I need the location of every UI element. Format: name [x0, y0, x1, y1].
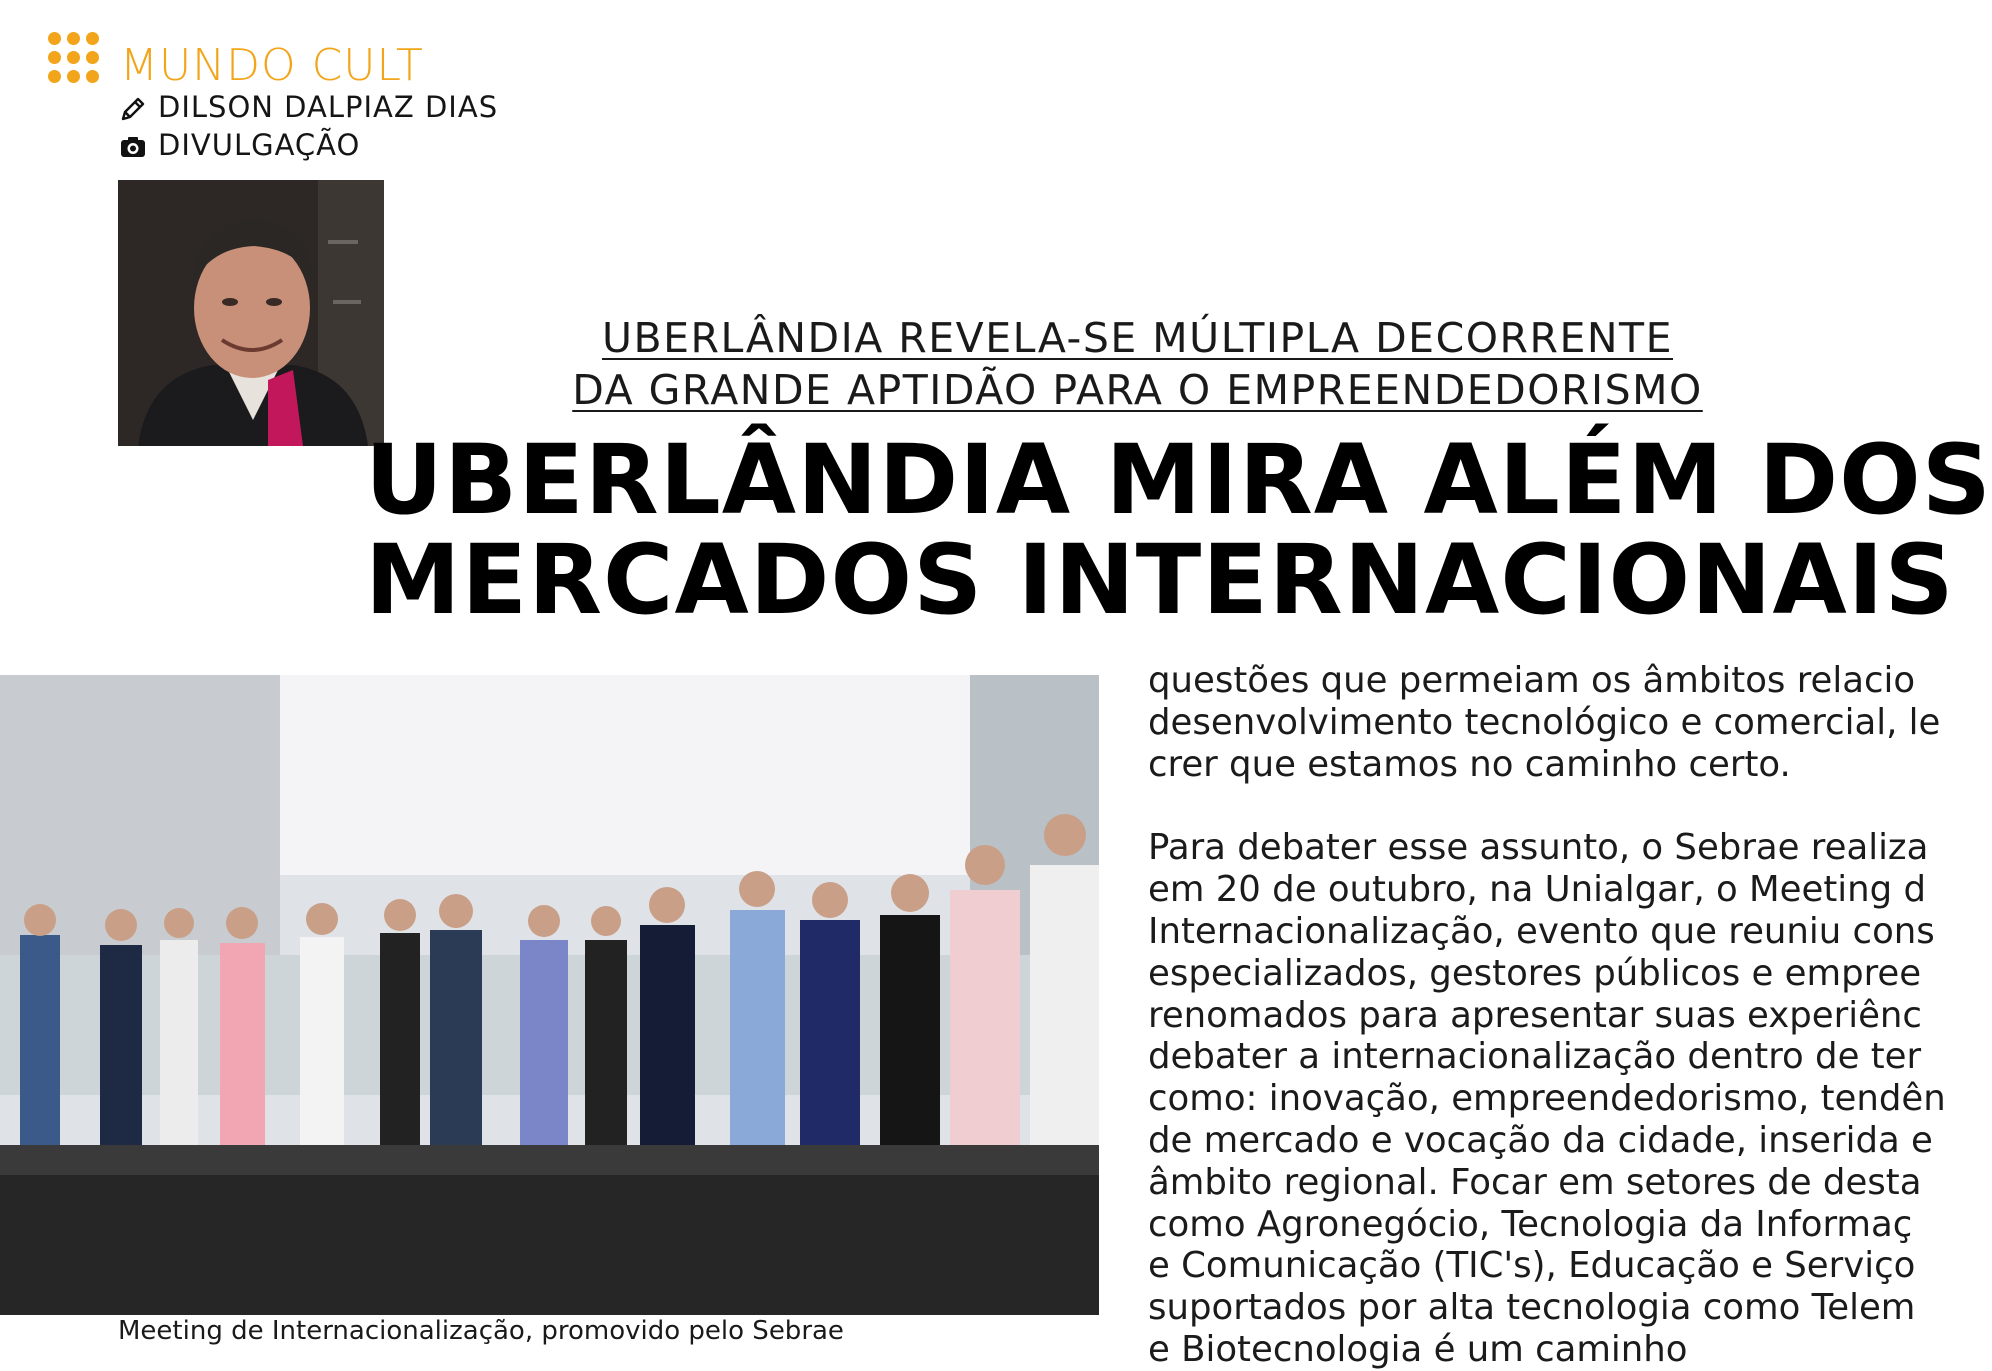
body-line: especializados, gestores públicos e empree: [1148, 952, 1922, 994]
body-line: e Biotecnologia é um caminho: [1148, 1328, 1688, 1370]
camera-icon: [120, 134, 146, 160]
body-line: suportados por alta tecnologia como Telem: [1148, 1287, 1916, 1329]
photo-caption: Meeting de Internacionalização, promovido pelo Sebrae: [118, 1316, 844, 1346]
body-line: desenvolvimento tecnológico e comercial, le: [1148, 701, 1941, 743]
article-headline: [365, 424, 1992, 636]
kicker-line-2: DA GRANDE APTIDÃO PARA O EMPREENDEDORISMO: [572, 366, 1703, 414]
section-name: MUNDO CULT: [120, 40, 424, 91]
headline-line-2: MERCADOS INTERNACIONAIS: [365, 524, 1955, 636]
body-line: como: inovação, empreendedorismo, tendên: [1148, 1078, 1946, 1120]
body-line: de mercado e vocação da cidade, inserida e: [1148, 1119, 1933, 1161]
body-line: como Agronegócio, Tecnologia da Informaç: [1148, 1203, 1913, 1245]
body-line: renomados para apresentar suas experiênc: [1148, 994, 1922, 1036]
author-name: DILSON DALPIAZ DIAS: [158, 90, 499, 124]
grid-dots-icon: [48, 32, 100, 84]
photo-credit-label: DIVULGAÇÃO: [158, 128, 361, 162]
event-photo: [0, 675, 1099, 1315]
body-line: questões que permeiam os âmbitos relacio: [1148, 660, 1916, 701]
body-line: e Comunicação (TIC's), Educação e Serviço: [1148, 1245, 1916, 1287]
kicker-line-1: UBERLÂNDIA REVELA-SE MÚLTIPLA DECORRENTE: [602, 314, 1673, 362]
body-line: em 20 de outubro, na Unialgar, o Meeting d: [1148, 869, 1927, 911]
author-avatar: [118, 180, 384, 446]
article-kicker: [365, 312, 1910, 416]
headline-line-1: UBERLÂNDIA MIRA ALÉM DOS: [365, 424, 1992, 536]
body-line: âmbito regional. Focar em setores de desta: [1148, 1161, 1922, 1203]
body-line: Para debater esse assunto, o Sebrae realiza: [1148, 827, 1929, 869]
body-line: Internacionalização, evento que reuniu cons: [1148, 910, 1935, 952]
body-line: crer que estamos no caminho certo.: [1148, 743, 1791, 785]
body-line: debater a internacionalização dentro de ter: [1148, 1036, 1922, 1078]
pencil-icon: [120, 96, 146, 122]
article-body: [1148, 660, 1946, 1370]
